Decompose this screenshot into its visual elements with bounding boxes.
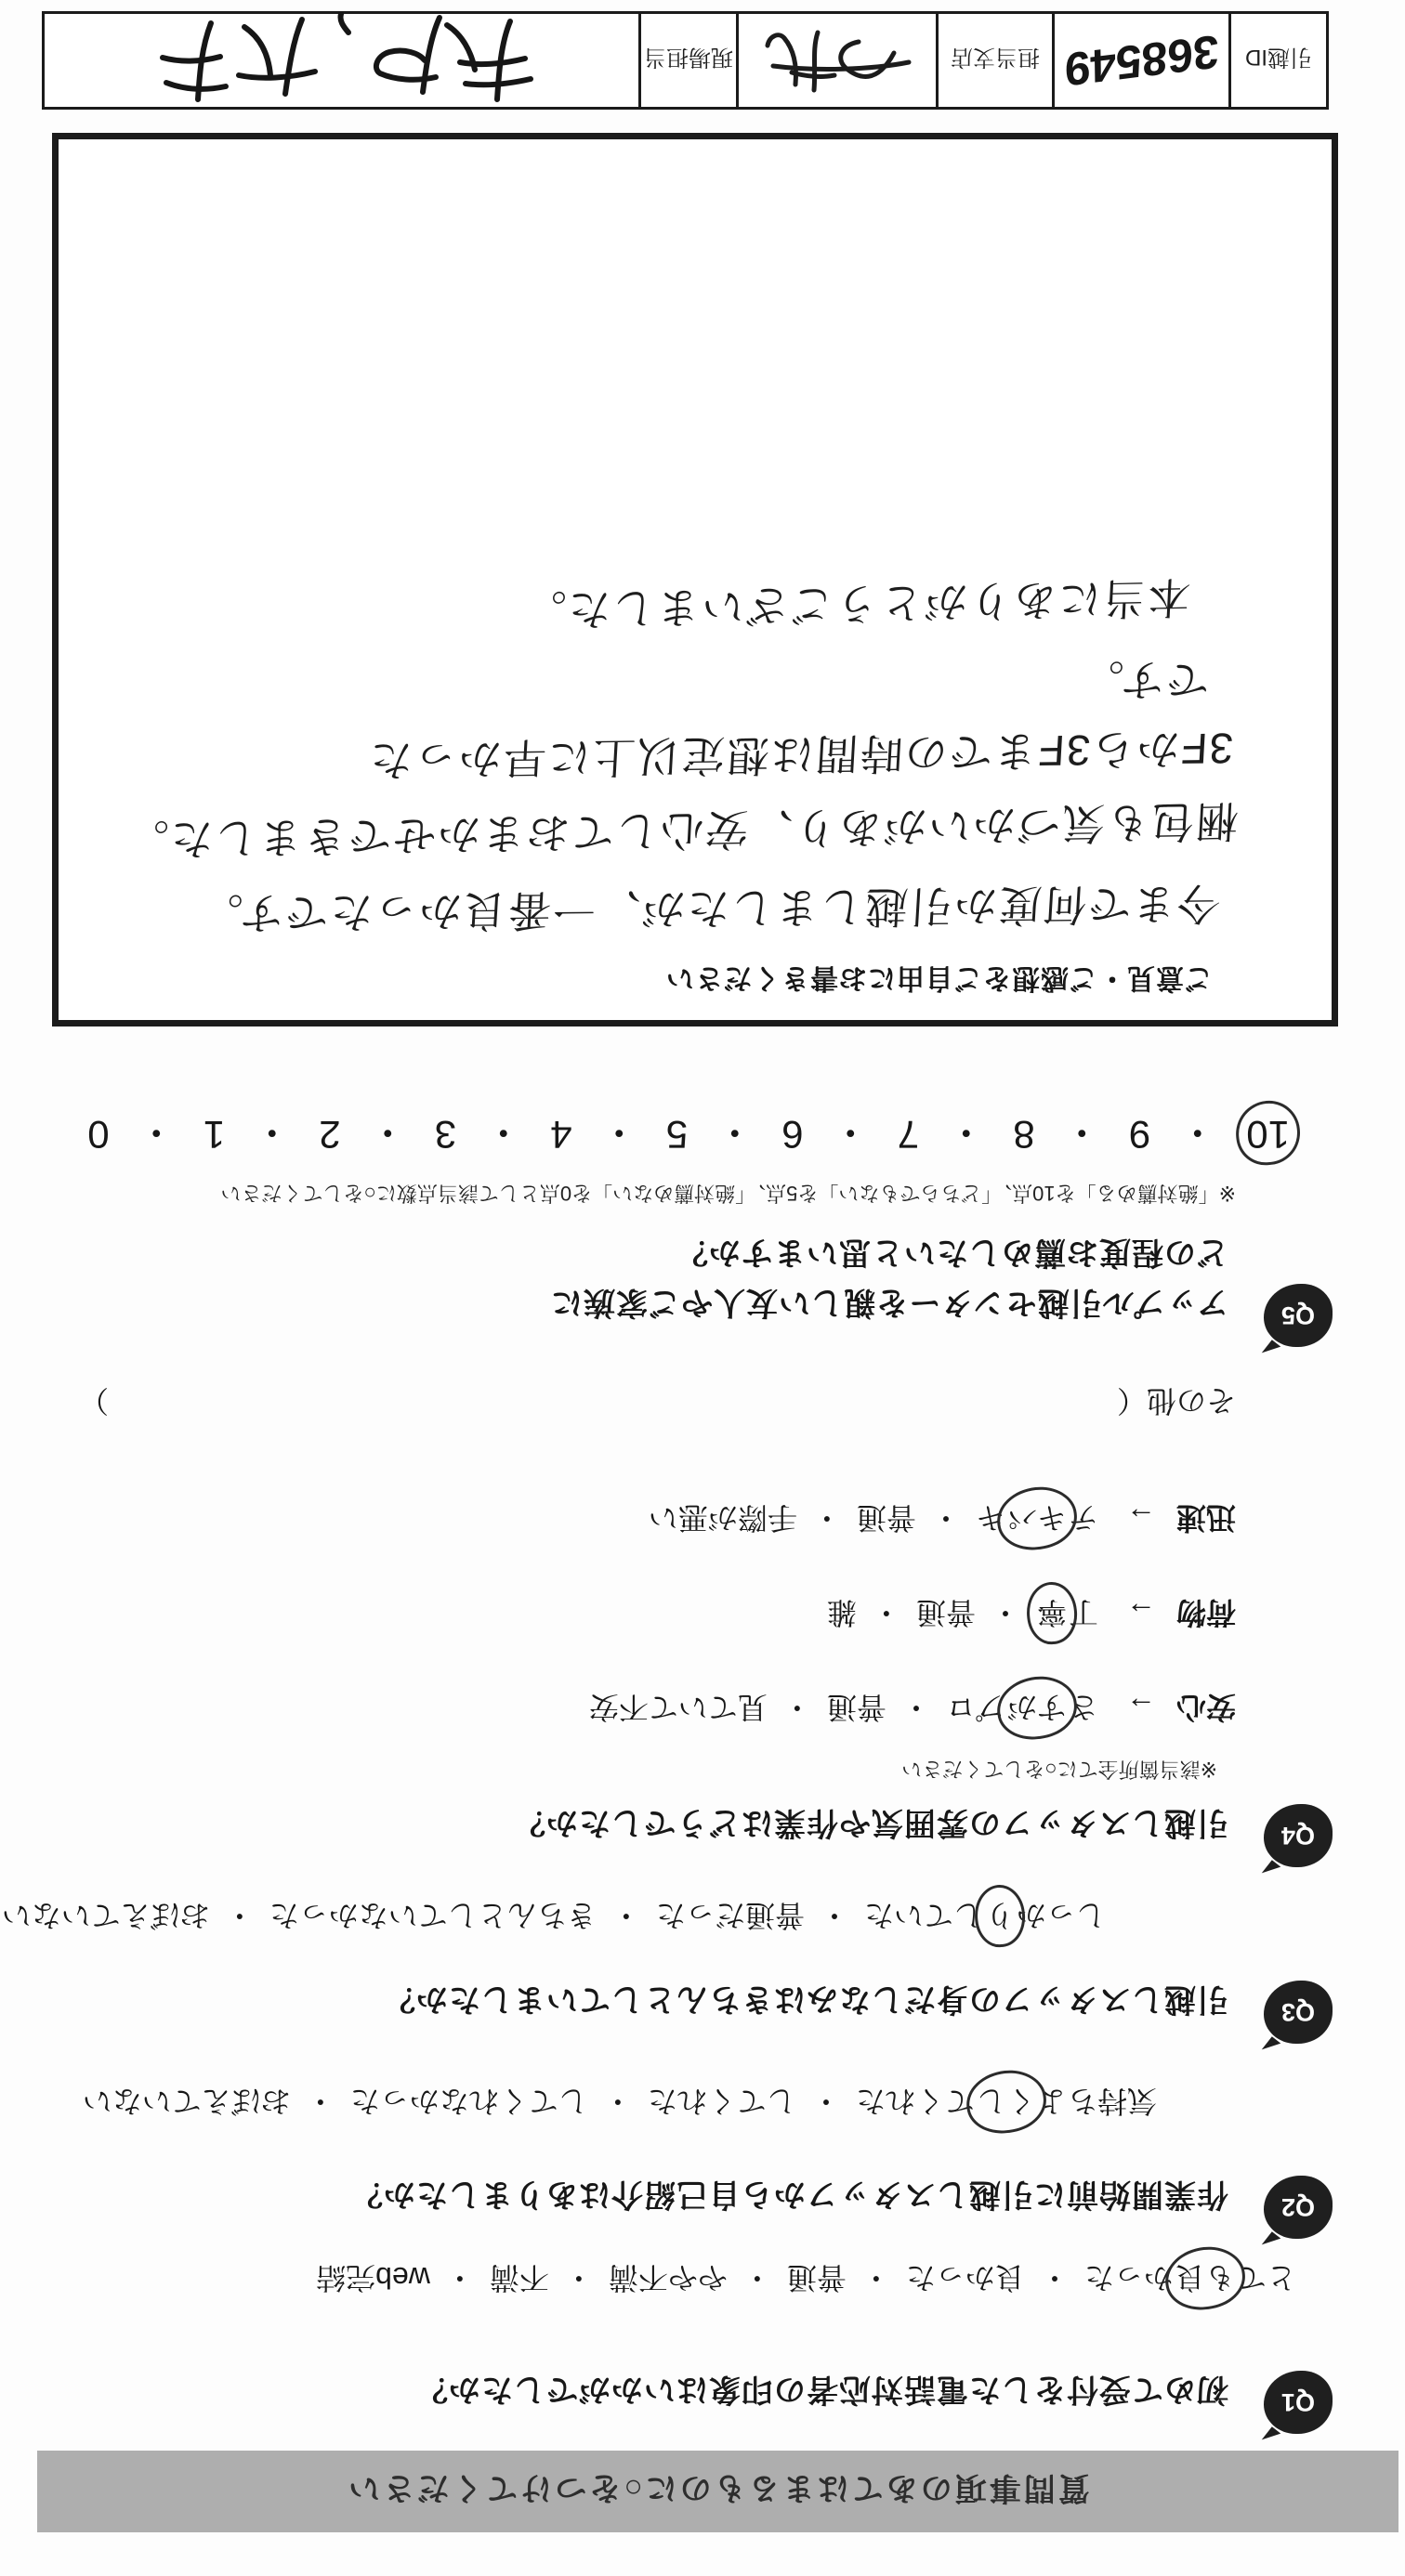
q1-bubble-label: Q1 [1280, 2388, 1316, 2417]
arrow-right-icon: → [1125, 1501, 1156, 1535]
option: しっかりしていた [864, 1896, 1106, 1939]
option-separator-dot: ・ [137, 1110, 177, 1154]
option-separator-dot: ・ [946, 1110, 986, 1154]
arrow-right-icon: → [1125, 1691, 1156, 1724]
site-staff-value-cell [45, 14, 638, 107]
option: 1 [203, 1113, 226, 1157]
q3-bubble-icon [1264, 1981, 1333, 2044]
q3-options [2, 1896, 1106, 1939]
option-separator-dot: ・ [305, 2085, 335, 2118]
q4-row-label: 荷物 [1175, 1596, 1236, 1629]
q4-other-close-paren: ） [79, 1384, 110, 1418]
q4-question-text: 引越しスタッフの雰囲気や作業はどうでしたか？ [513, 1805, 1228, 1840]
option-separator-dot: ・ [611, 1899, 641, 1932]
q1-bubble-icon [1264, 2371, 1333, 2434]
branch-value-cell [736, 14, 936, 107]
q4-row-anshin [589, 1688, 1236, 1731]
q4-row-label: 迅速 [1175, 1501, 1236, 1535]
pen-circle-mark: も良 [1174, 2258, 1237, 2301]
option: 5 [665, 1113, 689, 1157]
q1-question-text: 初めて受付をした電話対応者の印象はいかがでしたか？ [415, 2372, 1228, 2407]
option: 3 [434, 1113, 457, 1157]
q4-bubble-icon [1264, 1804, 1333, 1867]
option-separator-dot: ・ [871, 1596, 901, 1629]
q4-other-label: その他 [1146, 1384, 1236, 1418]
handwritten-moving-id: 368549 [1064, 24, 1219, 97]
comment-prompt: ご意見・ご感想をご自由にお書きください [665, 962, 1213, 993]
handwritten-comment-line: 本当にありがとうございました。 [519, 572, 1192, 635]
option-separator-dot: ・ [1062, 1110, 1102, 1154]
instruction-bar: 質問事項のあてはまるものに○をつけてください [37, 2451, 1398, 2532]
q5-score-scale [87, 1106, 1292, 1162]
q4-note: ※該当箇所全てに○をしてください [901, 1758, 1217, 1781]
q5-question-text-line2: どの程度お薦めしたいと思いますか？ [676, 1235, 1228, 1270]
q4-other-open-paren: （ [1116, 1384, 1147, 1418]
option-separator-dot: ・ [715, 1110, 755, 1154]
pen-circle-mark: 10 [1246, 1113, 1290, 1157]
q2-options [83, 2082, 1157, 2125]
option: とても良かった [1084, 2258, 1296, 2301]
q4-other-field [79, 1381, 1236, 1424]
option: 見ていて不安 [588, 1691, 768, 1724]
option: テキパキ [976, 1498, 1098, 1541]
pen-circle-mark: 寧 [1035, 1593, 1069, 1636]
pen-circle-mark: すが [1005, 1688, 1069, 1731]
option: してくれた [647, 2085, 796, 2118]
option-separator-dot: ・ [483, 1110, 523, 1154]
q2-bubble-icon [1264, 2176, 1333, 2239]
option: 普通 [826, 1691, 886, 1724]
branch-label-cell [936, 14, 1052, 107]
option-separator-dot: ・ [900, 1691, 931, 1724]
option: 丁寧 [1035, 1593, 1098, 1636]
option: してくれなかった [349, 2085, 588, 2118]
option: さすがプロ [946, 1688, 1098, 1731]
option: 7 [897, 1113, 920, 1157]
handwritten-comment-line: 3Fから3Fまでの時間は想定以上に早かった [366, 724, 1235, 785]
option: きちんとしていなかった [269, 1899, 597, 1932]
branch-label: 担当支店 [951, 45, 1040, 71]
handwritten-comment-line: です。 [1077, 656, 1212, 704]
option: 4 [550, 1113, 572, 1157]
moving-id-label-cell [1228, 14, 1326, 107]
q4-row-options [827, 1596, 1098, 1629]
q2-question-text: 作業開始前に引越しスタッフから自己紹介はありましたか？ [350, 2177, 1228, 2212]
option-separator-dot: ・ [563, 2261, 594, 2295]
option-separator-dot: ・ [252, 1110, 292, 1154]
option: 6 [781, 1113, 804, 1157]
option-separator-dot: ・ [811, 1501, 842, 1535]
q3-bubble-label: Q3 [1280, 1998, 1316, 2027]
q4-row-jinsoku [649, 1498, 1236, 1541]
option: 普通 [915, 1596, 976, 1629]
option-separator-dot: ・ [602, 2085, 633, 2118]
option-separator-dot: ・ [444, 2261, 475, 2295]
option: 手際が悪い [648, 1501, 797, 1535]
site-staff-label: 現場担当 [644, 45, 733, 71]
option: 2 [319, 1113, 341, 1157]
option: 普通だった [655, 1899, 805, 1932]
option: おぼえていない [82, 2085, 291, 2118]
pen-circle-mark: くし [975, 2082, 1038, 2125]
q5-question-text-line1: アップル引越センターを親しい友人やご家族に [550, 1285, 1228, 1320]
q4-bubble-label: Q4 [1280, 1822, 1316, 1850]
site-staff-label-cell [638, 14, 736, 107]
option: 良かった [905, 2261, 1025, 2295]
option-separator-dot: ・ [781, 1691, 812, 1724]
option-separator-dot: ・ [224, 1899, 255, 1932]
q4-row-options [589, 1691, 1098, 1724]
q2-bubble-label: Q2 [1280, 2193, 1316, 2222]
option: 0 [87, 1113, 110, 1157]
option: 普通 [856, 1501, 916, 1535]
option: 普通 [786, 2261, 847, 2295]
comment-box [52, 133, 1338, 1026]
pen-circle-mark: キパ [1005, 1498, 1069, 1541]
handwritten-staff-names-scribble [119, 12, 565, 109]
option-separator-dot: ・ [599, 1110, 639, 1154]
q4-row-label: 安心 [1175, 1691, 1236, 1724]
option: 9 [1128, 1113, 1151, 1157]
q4-row-nimotsu [827, 1593, 1236, 1636]
q5-bubble-label: Q5 [1280, 1301, 1316, 1330]
option: やや不満 [608, 2261, 728, 2295]
option: 不満 [489, 2261, 549, 2295]
q1-options [316, 2258, 1296, 2301]
option-separator-dot: ・ [1177, 1110, 1217, 1154]
option-separator-dot: ・ [1039, 2261, 1070, 2295]
moving-id-value-cell [1052, 14, 1228, 107]
option [1244, 1112, 1292, 1157]
handwritten-comment-line: 梱包も気づかいがあり、安心しておまかせできました。 [122, 796, 1241, 865]
q3-question-text: 引越しスタッフの身だしなみはきちんとしていましたか？ [383, 1981, 1228, 2017]
option: web完結 [316, 2261, 430, 2295]
handwritten-branch-scribble [749, 18, 926, 103]
option: 雑 [826, 1596, 857, 1629]
option-separator-dot: ・ [930, 1501, 961, 1535]
option: おぼえていない [1, 1899, 210, 1932]
q4-other-blank [109, 1381, 1117, 1424]
option: 気持ちよくしてくれた [856, 2082, 1157, 2125]
option-separator-dot: ・ [819, 1899, 849, 1932]
option-separator-dot: ・ [810, 2085, 841, 2118]
pen-circle-mark: り [983, 1896, 1017, 1939]
handwritten-comment-line: 今まで何度か引越しましたが、一番良かったです。 [196, 879, 1222, 938]
option-separator-dot: ・ [831, 1110, 871, 1154]
option-separator-dot: ・ [860, 2261, 891, 2295]
option-separator-dot: ・ [368, 1110, 408, 1154]
arrow-right-icon: → [1125, 1596, 1156, 1629]
option-separator-dot: ・ [990, 1596, 1020, 1629]
q4-row-options [649, 1501, 1098, 1535]
moving-id-label: 引越ID [1245, 45, 1312, 71]
q5-bubble-icon [1264, 1284, 1333, 1347]
q5-note: ※「絶対薦める」を10点、「どちらでもない」を5点、「絶対薦めない」を0点として該当点数に○をしてください [220, 1182, 1236, 1205]
header-table [42, 11, 1329, 110]
option: 8 [1013, 1113, 1035, 1157]
option-separator-dot: ・ [742, 2261, 772, 2295]
